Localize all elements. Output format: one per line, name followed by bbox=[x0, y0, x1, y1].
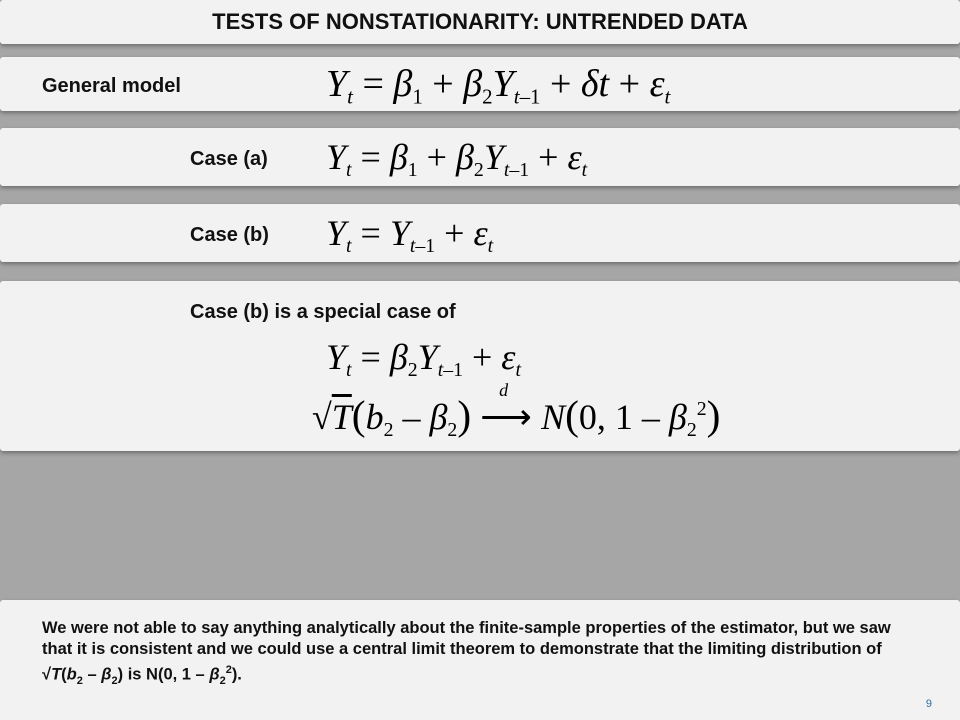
convergence-arrow: d ⟶ bbox=[480, 380, 532, 437]
case-b-band bbox=[0, 204, 960, 262]
slide-title: TESTS OF NONSTATIONARITY: UNTRENDED DATA bbox=[212, 9, 748, 34]
case-a-label: Case (a) bbox=[190, 148, 268, 170]
explanation-b: b bbox=[66, 665, 77, 684]
case-b-label: Case (b) bbox=[190, 224, 269, 246]
explanation-text: We were not able to say anything analytically about the finite-sample properties of the estimator, but we saw that it is consistent and we could use a central limit theorem to demonstrate that the limiting distribution of $√T(b_2 - \beta_2)$ is N(0, $1 - \beta_2^2$). bbox=[42, 619, 891, 687]
page-number: 9 bbox=[925, 698, 932, 710]
explanation-part1: We were not able to say anything analytically about the finite-sample properties of the estimator, but we saw that it is consistent and we could use a central limit theorem to demonstrate that the limiting distribution of √ bbox=[42, 619, 891, 684]
case-a-equation: $Y_t = \beta_1 + \beta_2Y_{t-1} + \varepsilon_t$ bbox=[326, 137, 588, 181]
title-band bbox=[0, 0, 960, 44]
special-case-label: Case (b) is a special case of bbox=[190, 301, 456, 323]
general-model-equation: $Y_t = \beta_1 + \beta_2Y_{t-1} + \delta t + \varepsilon_t$ bbox=[326, 63, 671, 109]
limiting-distribution-equation: $√T(b_2 - \beta_2)$ d ⟶ N(0, $1 - \beta_2^2$) bbox=[312, 380, 721, 441]
explanation-beta: β bbox=[101, 665, 112, 684]
general-model-band bbox=[0, 57, 960, 111]
sqrt-symbol: √T bbox=[312, 397, 352, 437]
explanation-part2: ( bbox=[61, 665, 67, 684]
explanation-T: T bbox=[51, 665, 62, 684]
general-model-label: General model bbox=[42, 75, 181, 97]
arrow-label: d bbox=[499, 380, 509, 400]
case-b-equation: $Y_t = Y_{t-1} + \varepsilon_t$ bbox=[326, 213, 494, 257]
explanation-part4: ). bbox=[231, 665, 242, 684]
special-case-band bbox=[0, 281, 960, 451]
case-a-band bbox=[0, 128, 960, 186]
special-case-equation: $Y_t = \beta_2Y_{t-1} + \varepsilon_t$ bbox=[326, 337, 521, 381]
explanation-part3: ) is N(0, 1 – bbox=[117, 665, 210, 684]
explanation-minus: – bbox=[82, 665, 102, 684]
